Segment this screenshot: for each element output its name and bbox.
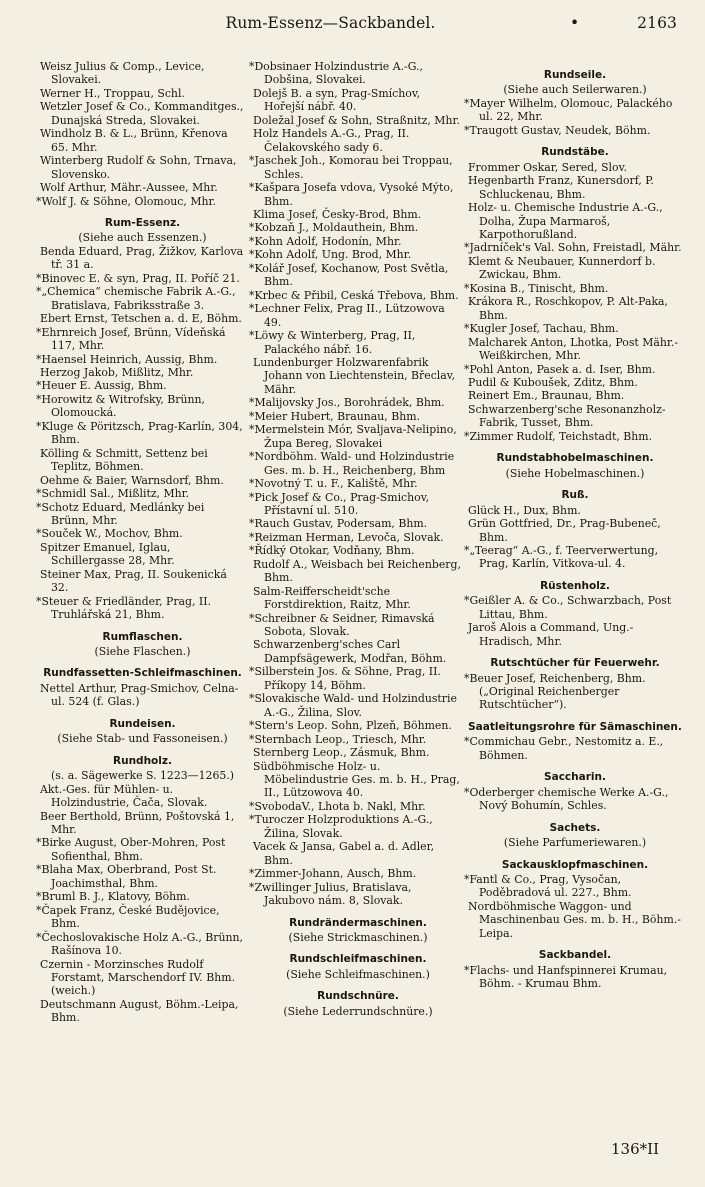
directory-entry: *Malijovsky Jos., Borohrádek, Bhm. [249,396,445,410]
directory-entry: *Stern's Leop. Sohn, Plzeň, Böhmen. [249,719,452,733]
directory-entry: Spitzer Emanuel, Iglau, Schillergasse 28, Mhr. [40,540,175,568]
directory-entry: Holz- u. Chemische Industrie A.-G., Dolha, Župa Marmaroš, Karpothorußland. [468,201,663,241]
directory-entry: *Flachs- und Hanfspinnerei Krumau, Böhm. - Krumau Bhm. [464,963,668,991]
directory-entry: *„Chemica“ chemische Fabrik A.-G., Bratislava, Fabriksstraße 3. [36,285,236,312]
directory-entry: Windholz B. & L., Brünn, Křenova 65. Mhr. [40,127,228,154]
cross-reference: (Siehe auch Seilerwaren.) [503,83,647,97]
directory-entry: *Rauch Gustav, Podersam, Bhm. [249,517,428,531]
directory-entry: *Kašpara Josefa vdova, Vysoké Mýto, Bhm. [249,181,454,208]
directory-entry: *Geißler A. & Co., Schwarzbach, Post Littau, Bhm. [464,594,672,621]
directory-entry: *Fantl & Co., Prag, Vysočan, Poděbradová ul. 227., Bhm. [464,873,632,900]
directory-entry: Klemt & Neubauer, Kunnerdorf b. Zwickau, Bhm. [468,254,656,282]
directory-entry: Akt.-Ges. für Mühlen- u. Holzindustrie, Čača, Slovak. [40,782,208,810]
page-title: Rum-Essenz—Sackbandel. [225,14,436,32]
signature-mark: 136*II [611,1140,659,1158]
directory-entry: *Traugott Gustav, Neudek, Böhm. [464,123,651,137]
directory-entry: Südböhmische Holz- u. Möbelindustrie Ges. m. b. H., Prag, II., Lützowova 40. [253,759,460,800]
directory-entry: Werner H., Troppau, Schl. [40,86,185,100]
directory-entry: Deutschmann August, Böhm.-Leipa, Bhm. [40,997,239,1025]
directory-entry: *Sternbach Leop., Triesch, Mhr. [249,732,427,746]
directory-entry: *Heuer E. Aussig, Bhm. [36,379,167,393]
column-middle [249,60,463,1018]
directory-entry: Vacek & Jansa, Gabel a. d. Adler, Bhm. [253,840,435,867]
directory-entry: *Meier Hubert, Braunau, Bhm. [249,409,421,423]
directory-entry: Doležal Josef & Sohn, Straßnitz, Mhr. [253,113,460,127]
directory-entry: *Kosina B., Tinischt, Bhm. [464,281,609,295]
directory-entry: *Krbec & Přibil, Ceská Třebova, Bhm. [249,288,459,302]
section-heading: Sachets. [549,821,601,834]
cross-reference: (s. a. Sägewerke S. 1223—1265.) [50,769,235,783]
directory-entry: *Pick Josef & Co., Prag-Smichov, Přístavní ul. 510. [249,490,430,517]
directory-entry: Frommer Oskar, Sered, Slov. [468,160,627,174]
directory-entry: *Löwy & Winterberg, Prag, II, Palackého nábř. 16. [249,329,416,356]
directory-entry: *Slovakische Wald- und Holzindustrie A.-G., Žilina, Slov. [249,692,457,719]
directory-entry: Schwarzenberg'sche Resonanzholz-Fabrik, Tusset, Bhm. [468,402,666,430]
section-heading: Rum-Essenz. [104,216,181,229]
directory-entry: *Zwillinger Julius, Bratislava, Jakubovo nám. 8, Slovak. [249,880,412,908]
directory-entry: *Silberstein Jos. & Söhne, Prag, II. Příkopy 14, Böhm. [249,665,441,692]
directory-entry: *Horowitz & Witrofsky, Brünn, Olomoucká. [36,392,205,420]
directory-entry: *Birke August, Ober-Mohren, Post Sofienthal, Bhm. [36,836,226,863]
directory-entry: *Bruml B. J., Klatovy, Böhm. [36,890,190,904]
section-heading: Rutschtücher für Feuerwehr. [490,657,660,670]
column-right [464,60,682,991]
section-heading: Rundseile. [543,69,607,81]
directory-entry: *Beuer Josef, Reichenberg, Bhm. („Original Reichenberger Rutschtücher“). [464,671,646,712]
section-heading: Rundrändermaschinen. [289,916,427,929]
column-left [36,60,245,1025]
section-heading: Rumflaschen. [102,630,183,643]
directory-entry: *Reizman Herman, Levoča, Slovak. [249,530,444,544]
cross-reference: (Siehe Schleifmaschinen.) [286,967,430,981]
directory-entry: *Mayer Wilhelm, Olomouc, Palackého ul. 22, Mhr. [464,96,673,124]
section-heading: Rundstabhobelmaschinen. [496,452,654,465]
cross-reference: (Siehe Parfumeriewaren.) [503,836,647,850]
directory-entry: Czernin - Morzinsches Rudolf Forstamt, Marschendorf IV. Bhm. (weich.) [40,957,236,998]
directory-entry: Grün Gottfried, Dr., Prag-Bubeneč, Bhm. [468,517,661,544]
directory-entry: *Čapek Franz, České Budějovice, Bhm. [36,903,220,931]
directory-entry: Klima Josef, Česky-Brod, Bhm. [253,207,422,221]
directory-entry: *Kobzaň J., Moldauthein, Bhm. [249,221,419,235]
directory-entry: Sternberg Leop., Zásmuk, Bhm. [253,746,430,760]
directory-entry: *Jadrníček's Val. Sohn, Freistadl, Mähr. [464,241,682,255]
directory-entry: Ebert Ernst, Tetschen a. d. E, Böhm. [40,312,242,326]
header-dot: • [570,14,580,32]
directory-entry: *Pohl Anton, Pasek a. d. Iser, Bhm. [464,362,656,376]
directory-entry: *Jaschek Joh., Komorau bei Troppau, Schles. [249,154,453,181]
directory-entry: *Blaha Max, Oberbrand, Post St. Joachimsthal, Bhm. [36,863,217,890]
cross-reference: (Siehe auch Essenzen.) [78,231,207,245]
directory-entry: *Turoczer Holzproduktions A.-G., Žilina, Slovak. [249,813,433,840]
section-heading: Rundschleifmaschinen. [289,953,427,966]
section-heading: Rundstäbe. [541,146,609,159]
section-heading: Rüstenholz. [540,579,610,592]
directory-entry: *Oderberger chemische Werke A.-G., Nový Bohumín, Schles. [464,785,669,813]
directory-entry: *Kugler Josef, Tachau, Bhm. [464,322,619,336]
directory-entry: *Schreibner & Seidner, Rimavská Sobota, Slovak. [249,611,435,639]
directory-entry: Lundenburger Holzwarenfabrik Johann von Liechtenstein, Břeclav, Mähr. [253,355,456,396]
cross-reference: (Siehe Strickmaschinen.) [288,931,428,944]
section-heading: Rundholz. [113,754,172,767]
directory-entry: Wetzler Josef & Co., Kommanditges., Dunajská Streda, Slovakei. [40,100,244,127]
directory-entry: Glück H., Dux, Bhm. [468,503,581,517]
directory-entry: *Zimmer-Johann, Ausch, Bhm. [249,867,417,881]
directory-entry: *Novotný T. u. F., Kaliště, Mhr. [249,477,418,491]
directory-entry: *Wolf J. & Söhne, Olomouc, Mhr. [36,194,216,208]
directory-entry: *Kohn Adolf, Ung. Brod, Mhr. [249,248,412,262]
directory-entry: *SvobodaV., Lhota b. Nakl, Mhr. [249,799,426,813]
directory-entry: Dolejš B. a syn, Prag-Smíchov, Hořejší nábř. 40. [253,86,421,114]
directory-entry: *Lechner Felix, Prag II., Lützowova 49. [249,302,445,329]
directory-entry: *Schotz Eduard, Medlánky bei Brünn, Mhr. [36,500,205,527]
running-header [34,14,677,40]
directory-entry: Holz Handels A.-G., Prag, II. Čelakovského sady 6. [253,127,410,154]
directory-entry: Weisz Julius & Comp., Levice, Slovakei. [40,60,205,87]
directory-entry: Hegenbarth Franz, Kunersdorf, P. Schluckenau, Bhm. [468,174,654,201]
directory-entry: *Schmidl Sal., Mißlitz, Mhr. [36,487,190,501]
directory-entry: Reinert Em., Braunau, Bhm. [468,389,625,403]
directory-entry: Wolf Arthur, Mähr.-Aussee, Mhr. [40,181,218,195]
directory-entry: Beer Berthold, Brünn, Poštovská 1, Mhr. [40,809,235,837]
directory-entry: *Steuer & Friedländer, Prag, II. Truhlářská 21, Bhm. [36,594,211,622]
directory-entry: Nordböhmische Waggon- und Maschinenbau Ges. m. b. H., Böhm.-Leipa. [468,899,681,940]
section-heading: Saatleitungsrohre für Sämaschinen. [468,720,682,733]
section-heading: Saccharin. [544,771,606,784]
cross-reference: (Siehe Flaschen.) [94,645,191,659]
section-heading: Sackbandel. [538,949,612,962]
directory-entry: *Zimmer Rudolf, Teichstadt, Bhm. [464,429,653,443]
directory-entry: *Kolář Josef, Kochanow, Post Světla, Bhm. [249,261,449,289]
directory-entry: *Kohn Adolf, Hodonín, Mhr. [249,234,402,248]
directory-entry: *Commichau Gebr., Nestomitz a. E., Böhmen. [464,735,664,762]
directory-entry: Krákora R., Roschkopov, P. Alt-Paka, Bhm. [468,295,668,322]
directory-entry: *Mermelstein Mór, Svaljava-Nelipino, Župa Bereg, Slovakei [249,423,457,450]
directory-entry: *Čechoslovakische Holz A.-G., Brünn, Rašínova 10. [36,930,244,958]
section-heading: Sackausklopfmaschinen. [501,858,649,871]
section-heading: Rundeisen. [109,717,176,730]
directory-entry: Rudolf A., Weisbach bei Reichenberg, Bhm. [253,557,461,585]
cross-reference: (Siehe Lederrundschnüre.) [283,1004,433,1018]
directory-entry: Jaroš Alois a Command, Ung.-Hradisch, Mhr. [468,621,634,648]
directory-entry: *Ehrnreich Josef, Brünn, Vídeňská 117, Mhr. [36,325,226,353]
directory-entry: *Nordböhm. Wald- und Holzindustrie Ges. m. b. H., Reichenberg, Bhm [249,450,455,477]
directory-entry: *Souček W., Mochov, Bhm. [36,527,183,541]
directory-entry: *Dobsinaer Holzindustrie A.-G., Dobšina, Slovakei. [249,60,423,87]
directory-entry: Nettel Arthur, Prag-Smichov, Celna-ul. 524 (f. Glas.) [40,681,239,709]
directory-entry: Winterberg Rudolf & Sohn, Trnava, Slovensko. [40,154,237,181]
directory-entry: *Kluge & Pöritzsch, Prag-Karlín, 304, Bhm. [36,419,243,447]
directory-entry: Oehme & Baier, Warnsdorf, Bhm. [40,473,224,487]
directory-entry: Kölling & Schmitt, Settenz bei Teplitz, Böhmen. [40,446,208,474]
section-heading: Rundfassetten-Schleifmaschinen. [43,667,242,680]
directory-entry: *„Teerag“ A.-G., f. Teerverwertung, Prag, Karlín, Vitkova-ul. 4. [464,543,659,571]
directory-entry: Schwarzenberg'sches Carl Dampfsägewerk, Modřan, Böhm. [253,638,447,665]
directory-entry: Malcharek Anton, Lhotka, Post Mähr.-Weißkirchen, Mhr. [468,335,679,363]
directory-entry: *Binovec E. & syn, Prag, II. Poříč 21. [36,271,240,285]
directory-entry: Salm-Reifferscheidt'sche Forstdirektion, Raitz, Mhr. [253,584,411,612]
section-heading: Rundschnüre. [317,990,399,1003]
directory-entry: *Haensel Heinrich, Aussig, Bhm. [36,352,218,366]
page-number: 2163 [637,14,677,32]
section-heading: Ruß. [561,489,589,502]
cross-reference: (Siehe Hobelmaschinen.) [505,466,645,480]
cross-reference: (Siehe Stab- und Fassoneisen.) [57,732,228,746]
directory-entry: Benda Eduard, Prag, Žižkov, Karlova tř. 31 a. [40,244,244,272]
directory-entry: Steiner Max, Prag, II. Soukenická 32. [40,567,227,595]
directory-entry: Pudil & Kuboušek, Zditz, Bhm. [468,375,638,389]
directory-entry: *Řídký Otokar, Vodňany, Bhm. [249,544,415,558]
directory-entry: Herzog Jakob, Mißlitz, Mhr. [40,365,194,379]
